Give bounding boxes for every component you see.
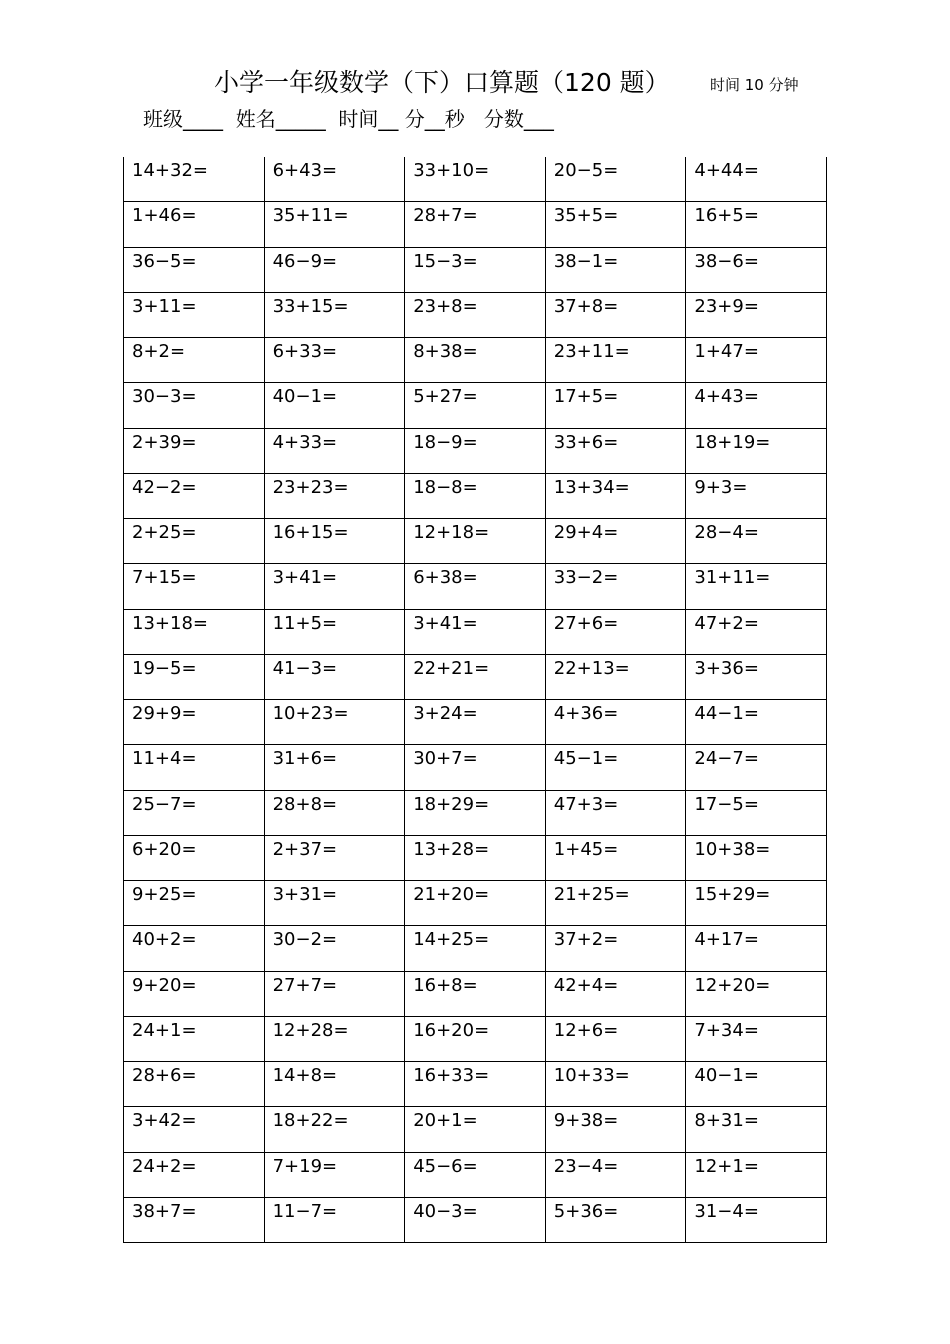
problem-cell: 22+13= <box>546 655 687 699</box>
problem-cell: 35+11= <box>265 202 406 246</box>
problem-cell: 14+25= <box>405 926 546 970</box>
problem-cell: 15+29= <box>694 884 771 905</box>
problem-row <box>124 700 826 745</box>
problem-cell: 2+37= <box>265 836 406 880</box>
problem-cell: 18+29= <box>405 791 546 835</box>
problem-cell: 28+6= <box>124 1062 265 1106</box>
problem-row <box>124 972 826 1017</box>
problem-cell: 9+3= <box>694 476 748 498</box>
problem-cell: 12+18= <box>405 519 546 563</box>
problem-cell: 38−6= <box>694 250 759 272</box>
problem-row <box>124 1017 826 1062</box>
problem-cell: 16+15= <box>265 519 406 563</box>
problem-cell: 16+8= <box>405 972 546 1016</box>
problem-cell: 27+6= <box>546 610 687 654</box>
problem-row <box>124 610 826 655</box>
problem-cell: 23+11= <box>546 338 687 382</box>
problem-cell: 13+18= <box>124 610 265 654</box>
problem-cell: 37+2= <box>546 926 687 970</box>
problem-row <box>124 836 826 881</box>
problem-cell: 18+19= <box>694 431 771 453</box>
problem-cell: 3+24= <box>405 700 546 744</box>
problem-cell: 22+21= <box>405 655 546 699</box>
problem-cell: 1+47= <box>694 341 759 362</box>
problem-grid <box>123 157 827 1243</box>
problem-cell: 3+11= <box>124 293 265 337</box>
problem-row <box>124 791 826 836</box>
student-info-line: 班级____ 姓名_____ 时间__ 分__秒 分数___ <box>143 107 554 131</box>
problem-row <box>124 926 826 971</box>
problem-cell: 23+8= <box>405 293 546 337</box>
problem-cell: 47+3= <box>546 791 687 835</box>
problem-cell: 21+25= <box>546 881 687 925</box>
problem-cell: 16+33= <box>405 1062 546 1106</box>
problem-row <box>124 1153 826 1198</box>
problem-row <box>124 1107 826 1152</box>
problem-cell: 4+33= <box>265 429 406 473</box>
problem-cell: 6+20= <box>124 836 265 880</box>
problem-cell: 5+36= <box>546 1198 687 1243</box>
problem-cell: 23−4= <box>546 1153 687 1197</box>
problem-cell: 28−4= <box>694 522 759 543</box>
problem-cell: 33−2= <box>546 564 687 608</box>
problem-cell: 7+15= <box>124 564 265 608</box>
problem-cell: 16+20= <box>405 1017 546 1061</box>
problem-cell: 33+6= <box>546 429 687 473</box>
title-line <box>0 64 950 104</box>
problem-cell: 40−1= <box>265 383 406 427</box>
problem-cell: 38−1= <box>546 248 687 292</box>
problem-cell: 30+7= <box>405 745 546 789</box>
problem-cell: 45−1= <box>546 745 687 789</box>
problem-cell: 7+19= <box>265 1153 406 1197</box>
problem-cell: 6+43= <box>265 157 406 201</box>
problem-cell: 15−3= <box>405 248 546 292</box>
problem-cell: 28+8= <box>265 791 406 835</box>
problem-cell: 14+32= <box>124 157 265 201</box>
problem-cell: 9+20= <box>124 972 265 1016</box>
problem-cell: 1+45= <box>546 836 687 880</box>
problem-cell: 12+6= <box>546 1017 687 1061</box>
problem-cell: 2+39= <box>124 429 265 473</box>
problem-row <box>124 564 826 609</box>
problem-cell: 40−3= <box>405 1198 546 1243</box>
problem-cell: 37+8= <box>546 293 687 337</box>
problem-cell: 18−8= <box>405 474 546 518</box>
problem-cell: 46−9= <box>265 248 406 292</box>
problem-cell: 2+25= <box>124 519 265 563</box>
problem-cell: 3+36= <box>694 657 759 679</box>
problem-cell: 6+33= <box>265 338 406 382</box>
problem-cell: 44−1= <box>694 703 759 724</box>
problem-cell: 31+6= <box>265 745 406 789</box>
problem-cell: 16+5= <box>694 205 759 227</box>
problem-cell: 31−4= <box>694 1200 759 1222</box>
problem-row <box>124 293 826 338</box>
problem-row <box>124 655 826 700</box>
problem-cell: 28+7= <box>405 202 546 246</box>
problem-cell: 33+10= <box>405 157 546 201</box>
problem-cell: 24−7= <box>694 748 759 770</box>
problem-cell: 18−9= <box>405 429 546 473</box>
problem-cell: 8+31= <box>694 1110 759 1132</box>
problem-cell: 9+25= <box>124 881 265 925</box>
problem-cell: 9+38= <box>546 1107 687 1151</box>
problem-cell: 20+1= <box>405 1107 546 1151</box>
problem-cell: 19−5= <box>124 655 265 699</box>
problem-cell: 41−3= <box>265 655 406 699</box>
problem-row <box>124 338 826 383</box>
problem-cell: 21+20= <box>405 881 546 925</box>
problem-cell: 12+1= <box>694 1155 759 1177</box>
problem-cell: 4+17= <box>694 929 759 951</box>
problem-cell: 40−1= <box>694 1065 759 1086</box>
problem-row <box>124 519 826 564</box>
problem-cell: 11+4= <box>124 745 265 789</box>
problem-cell: 10+38= <box>694 838 771 860</box>
problem-cell: 3+41= <box>405 610 546 654</box>
problem-cell: 14+8= <box>265 1062 406 1106</box>
problem-row <box>124 383 826 428</box>
problem-cell: 10+33= <box>546 1062 687 1106</box>
problem-row <box>124 474 826 519</box>
problem-cell: 33+15= <box>265 293 406 337</box>
problem-cell: 30−3= <box>124 383 265 427</box>
problem-cell: 12+28= <box>265 1017 406 1061</box>
problem-cell: 42−2= <box>124 474 265 518</box>
problem-cell: 27+7= <box>265 972 406 1016</box>
problem-row <box>124 248 826 293</box>
problem-cell: 4+44= <box>694 160 759 181</box>
problem-cell: 4+36= <box>546 700 687 744</box>
problem-cell: 11+5= <box>265 610 406 654</box>
problem-cell: 17+5= <box>546 383 687 427</box>
problem-cell: 4+43= <box>694 386 759 408</box>
problem-cell: 25−7= <box>124 791 265 835</box>
problem-cell: 24+1= <box>124 1017 265 1061</box>
problem-cell: 8+38= <box>405 338 546 382</box>
problem-cell: 13+34= <box>546 474 687 518</box>
problem-row <box>124 1062 826 1107</box>
problem-cell: 1+46= <box>124 202 265 246</box>
time-limit-label: 时间 10 分钟 <box>710 76 799 94</box>
problem-row <box>124 881 826 926</box>
problem-cell: 31+11= <box>694 567 771 589</box>
problem-cell: 20−5= <box>546 157 687 201</box>
problem-cell: 36−5= <box>124 248 265 292</box>
problem-cell: 23+23= <box>265 474 406 518</box>
problem-cell: 6+38= <box>405 564 546 608</box>
problem-cell: 13+28= <box>405 836 546 880</box>
problem-cell: 35+5= <box>546 202 687 246</box>
problem-cell: 11−7= <box>265 1198 406 1243</box>
problem-cell: 18+22= <box>265 1107 406 1151</box>
problem-cell: 7+34= <box>694 1019 759 1041</box>
problem-cell: 45−6= <box>405 1153 546 1197</box>
problem-cell: 29+9= <box>124 700 265 744</box>
problem-row <box>124 202 826 247</box>
problem-cell: 10+23= <box>265 700 406 744</box>
problem-cell: 47+2= <box>694 612 759 634</box>
problem-row <box>124 157 826 202</box>
problem-cell: 29+4= <box>546 519 687 563</box>
problem-cell: 23+9= <box>694 295 759 317</box>
problem-cell: 17−5= <box>694 793 759 815</box>
problem-cell: 3+41= <box>265 564 406 608</box>
problem-cell: 5+27= <box>405 383 546 427</box>
page-title: 小学一年级数学（下）口算题（120 题） <box>214 68 670 97</box>
problem-row <box>124 429 826 474</box>
problem-cell: 3+31= <box>265 881 406 925</box>
problem-cell: 40+2= <box>124 926 265 970</box>
problem-cell: 38+7= <box>124 1198 265 1243</box>
problem-cell: 12+20= <box>694 974 771 996</box>
problem-cell: 3+42= <box>124 1107 265 1151</box>
problem-cell: 24+2= <box>124 1153 265 1197</box>
problem-row <box>124 745 826 790</box>
problem-cell: 8+2= <box>124 338 265 382</box>
problem-cell: 30−2= <box>265 926 406 970</box>
problem-row <box>124 1198 826 1243</box>
problem-cell: 42+4= <box>546 972 687 1016</box>
